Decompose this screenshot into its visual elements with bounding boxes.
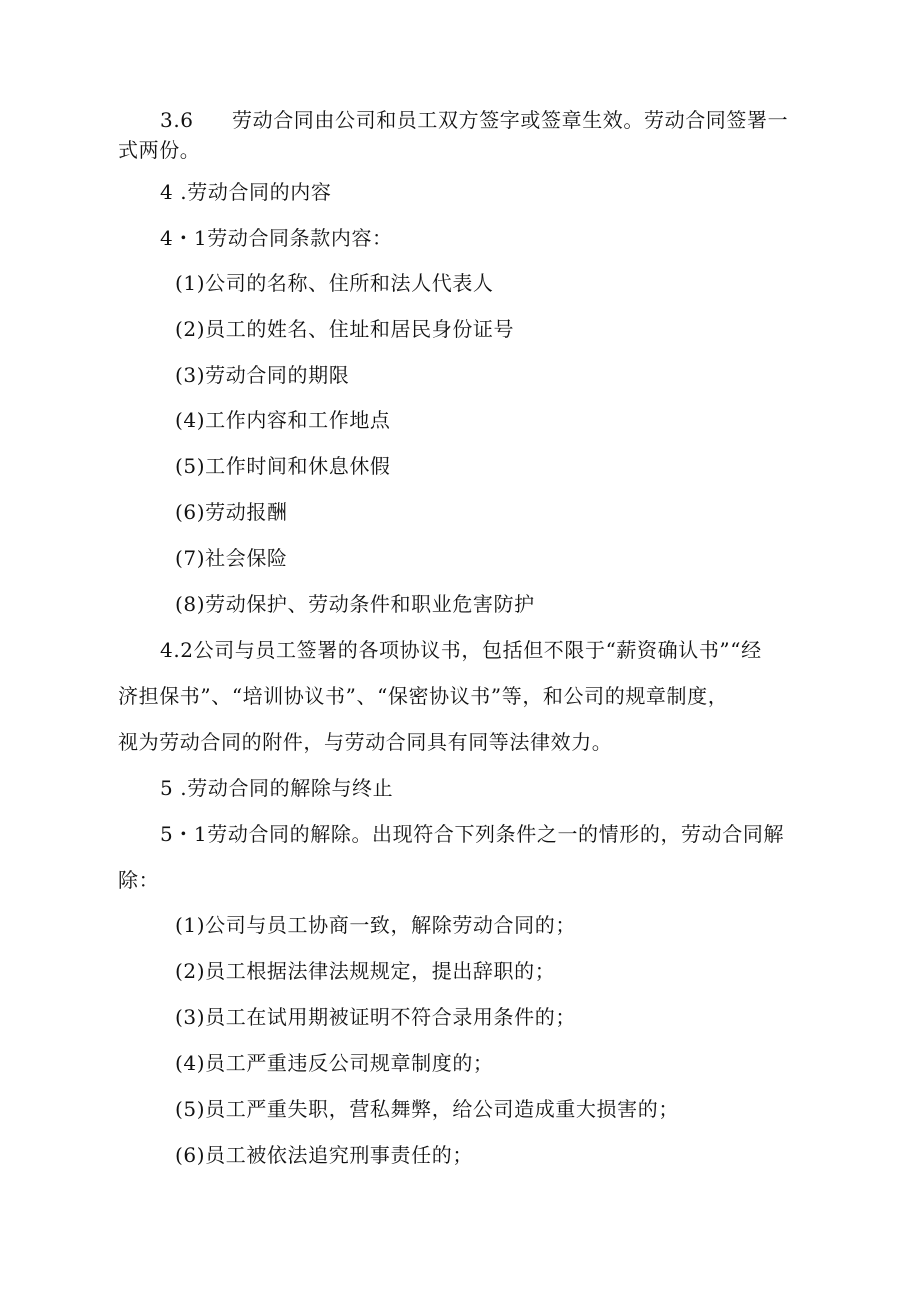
list-item-5-1-1: (1)公司与员工协商一致，解除劳动合同的； [175,913,576,937]
list-item-5-1-5: (5)员工严重失职，营私舞弊，给公司造成重大损害的； [175,1097,679,1121]
heading-section-4-1: 4・1劳动合同条款内容： [160,226,393,250]
list-item-4-1-8: (8)劳动保护、劳动条件和职业危害防护 [175,592,535,616]
heading-section-5: 5 .劳动合同的解除与终止 [160,776,394,800]
paragraph-5-1-line-1: 5・1劳动合同的解除。出现符合下列条件之一的情形的，劳动合同解 [160,822,785,846]
list-item-5-1-4: (4)员工严重违反公司规章制度的； [175,1051,494,1075]
paragraph-5-1-line-2: 除： [118,868,160,892]
list-item-4-1-3: (3)劳动合同的期限 [175,363,350,387]
paragraph-4-2-line-3: 视为劳动合同的附件，与劳动合同具有同等法律效力。 [118,730,613,754]
heading-section-4: 4 .劳动合同的内容 [160,180,332,204]
paragraph-4-2-line-2: 济担保书”、“培训协议书”、“保密协议书”等，和公司的规章制度， [118,684,729,708]
paragraph-3-6-text: 劳动合同由公司和员工双方签字或签章生效。劳动合同签署一 [232,108,789,132]
list-item-4-1-5: (5)工作时间和休息休假 [175,454,391,478]
list-item-5-1-2: (2)员工根据法律法规规定，提出辞职的； [175,959,556,983]
paragraph-3-6-line-1 [160,108,788,132]
paragraph-4-2-line-1: 4.2公司与员工签署的各项协议书，包括但不限于“薪资确认书”“经 [160,638,762,662]
paragraph-3-6-line-2: 式两份。 [118,138,201,162]
list-item-4-1-6: (6)劳动报酬 [175,500,288,524]
list-item-4-1-7: (7)社会保险 [175,546,288,570]
list-item-4-1-4: (4)工作内容和工作地点 [175,408,391,432]
list-item-5-1-3: (3)员工在试用期被证明不符合录用条件的； [175,1005,576,1029]
list-item-4-1-2: (2)员工的姓名、住址和居民身份证号 [175,317,515,341]
section-number-3-6: 3.6 [160,108,194,132]
list-item-4-1-1: (1)公司的名称、住所和法人代表人 [175,271,494,295]
list-item-5-1-6: (6)员工被依法追究刑事责任的； [175,1143,473,1167]
